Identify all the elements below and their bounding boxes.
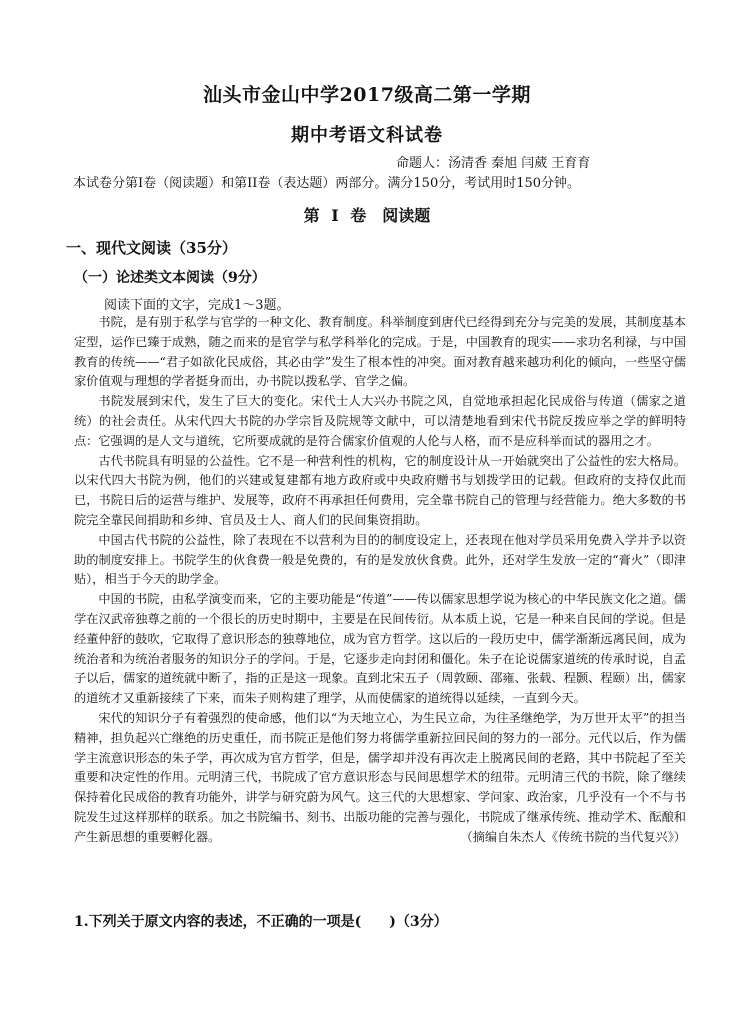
passage-source: （摘编自朱杰人《传统书院的当代复兴》） (460, 829, 686, 844)
passage-paragraph: 书院，是有别于私学与官学的一种文化、教育制度。科举制度到唐代已经得到充分与完美的发展，其制度基本定型，运作已臻于成熟，随之而来的是官学与私学科举化的完成。于是，中国教育的现实——求功名利禄，与中国教育的传统——“君子如欲化民成俗，其必由学”发生了根本性的冲突。面对教育越来越功利化的倾向，一些坚守儒家价值观与理想的学者挺身而出，办书院以拨私学、官学之偏。 (74, 315, 686, 389)
authors-line: 命题人：汤清香 秦旭 闫葳 王育育 (396, 156, 591, 171)
passage-paragraph-text: 宋代的知识分子有着强烈的使命感，他们以“为天地立心，为生民立命，为往圣继绝学，为万世开太平”的担当精神，担负起兴亡继绝的历史重任，而书院正是他们努力将儒学重新拉回民间的努力的一部分。元代以后，作为儒学主流意识形态的朱子学，再次成为官方哲学，但是，儒学却并没有再次走上脱离民间的老路，其中书院起了至关重要和决定性的作用。元明清三代，书院成了官方意识形态与民间思想学术的纽带。元明清三代的书院，除了继续保持着化民成俗的教育功能外，讲学与研究蔚为风气。这三代的大思想家、学问家、政治家，几乎没有一个不与书院发生过这样那样的联系。加之书院编书、刻书、出版功能的完善与强化，书院成了继承传统、推动学术、酝酿和产生新思想的重要孵化器。 (74, 710, 686, 844)
passage-paragraph: 中国的书院，由私学演变而来，它的主要功能是“传道”——传以儒家思想学说为核心的中华民族文化之道。儒学在汉武帝独尊之前的一个很长的历史时期中，主要是在民间传衍。从本质上说，它是一种来自民间的学说。但是经董仲舒的鼓吹，它取得了意识形态的独尊地位，成为官方哲学。这以后的一段历史中，儒学渐渐远离民间，成为统治者和为统治者服务的知识分子的学问。于是，它逐步走向封闭和僵化。朱子在论说儒家道统的传承时说，自孟子以后，儒家的道统就中断了，指的正是这一现象。直到北宋五子（周敦颐、邵雍、张载、程颢、程颐）出，儒家的道统才又重新接续了下来，而朱子则构建了理学，从而使儒家的道统得以延续，一直到今天。 (74, 592, 686, 706)
reading-instruction: 阅读下面的文字，完成1～3题。 (104, 298, 290, 313)
passage-paragraph: 古代书院具有明显的公益性。它不是一种营利性的机构，它的制度设计从一开始就突出了公益性的宏大格局。以宋代四大书院为例，他们的兴建或复建都有地方政府或中央政府赠书与划拨学田的记载。但政府的支持仅此而已，书院日后的运营与维护、发展等，政府不再承担任何费用，完全靠书院自己的管理与经营能力。绝大多数的书院完全靠民间捐助和乡绅、官员及士人、商人们的民间集资捐助。 (74, 453, 686, 527)
exam-subtitle: 期中考语文科试卷 (291, 125, 443, 146)
passage-paragraph (74, 709, 686, 848)
passage-paragraph: 中国古代书院的公益性，除了表现在不以营利为目的的制度设定上，还表现在他对学员采用免费入学并予以资助的制度安排上。书院学生的伙食费一般是免费的，有的是发放伙食费。此外，还对学生发放一定的“膏火”（即津贴），相当于今天的助学金。 (74, 532, 686, 587)
passage-paragraph: 书院发展到宋代，发生了巨大的变化。宋代士人大兴办书院之风，自觉地承担起化民成俗与传道（儒家之道统）的社会责任。从宋代四大书院的办学宗旨及院规等文献中，可以清楚地看到宋代书院反拨应举之学的鲜明特点：它强调的是人文与道统，它所要成就的是符合儒家价值观的人伦与人格，而不是应科举而试的器用之才。 (74, 394, 686, 448)
reading-passage (74, 313, 686, 848)
subsection-heading: （一）论述类文本阅读（9分） (74, 270, 266, 286)
question-1: 1.下列关于原文内容的表述，不正确的一项是( )（3分） (74, 914, 448, 930)
exam-intro: 本试卷分第I卷（阅读题）和第II卷（表达题）两部分。满分150分，考试用时150分钟。 (73, 176, 581, 191)
section-heading: 一、现代文阅读（35分） (66, 239, 237, 257)
exam-title: 汕头市金山中学2017级高二第一学期 (203, 84, 531, 106)
part-title: 第 I 卷 阅读题 (303, 206, 431, 225)
